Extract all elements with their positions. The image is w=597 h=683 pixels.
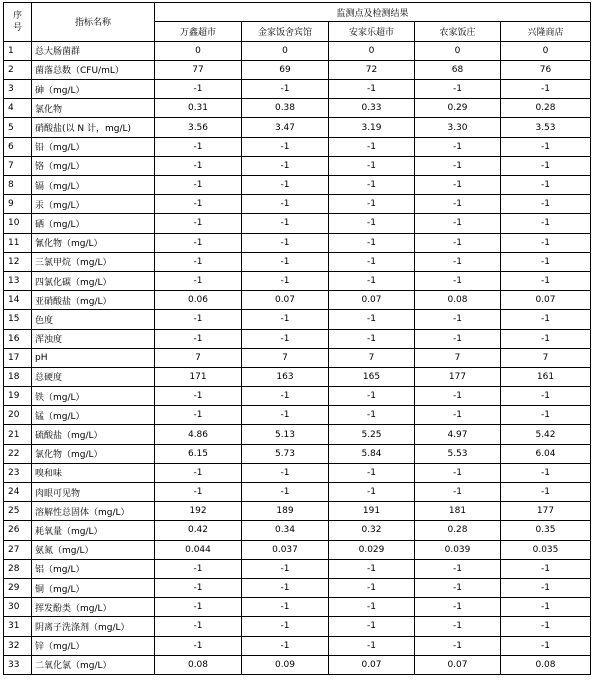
result-cell: -1 — [415, 636, 501, 655]
table-row — [4, 444, 591, 463]
result-cell: -1 — [415, 559, 501, 578]
row-number: 33 — [4, 655, 32, 674]
row-number: 1 — [4, 41, 32, 60]
water-test-results-table — [3, 2, 591, 675]
result-cell: -1 — [415, 406, 501, 425]
result-cell: -1 — [329, 387, 415, 406]
result-cell: 0.38 — [242, 99, 329, 118]
result-cell: -1 — [415, 578, 501, 597]
result-cell: 69 — [242, 60, 329, 79]
table-row — [4, 521, 591, 540]
result-cell: 3.19 — [329, 118, 415, 137]
result-cell: -1 — [329, 578, 415, 597]
site-header: 兴隆商店 — [501, 22, 591, 42]
table-row — [4, 252, 591, 271]
table-row — [4, 578, 591, 597]
result-cell: 0.42 — [155, 521, 242, 540]
result-cell: -1 — [501, 233, 591, 252]
result-cell: 76 — [501, 60, 591, 79]
row-number: 22 — [4, 444, 32, 463]
result-cell: -1 — [501, 176, 591, 195]
result-cell: -1 — [242, 271, 329, 290]
result-cell: 0.28 — [415, 521, 501, 540]
result-cell: -1 — [155, 598, 242, 617]
result-cell: -1 — [155, 271, 242, 290]
result-cell: 5.53 — [415, 444, 501, 463]
row-number: 11 — [4, 233, 32, 252]
indicator-name: 铝（mg/L） — [32, 559, 155, 578]
result-cell: -1 — [155, 156, 242, 175]
result-cell: 0.32 — [329, 521, 415, 540]
table-row — [4, 41, 591, 60]
table-row — [4, 655, 591, 674]
row-number: 14 — [4, 291, 32, 310]
result-cell: -1 — [415, 387, 501, 406]
indicator-name: 亚硝酸盐（mg/L） — [32, 291, 155, 310]
result-cell: -1 — [155, 387, 242, 406]
indicator-name: 总硬度 — [32, 367, 155, 386]
result-cell: -1 — [242, 636, 329, 655]
indicator-name: 汞（mg/L） — [32, 195, 155, 214]
row-number: 2 — [4, 60, 32, 79]
result-cell: 5.13 — [242, 425, 329, 444]
table-row — [4, 137, 591, 156]
row-number: 10 — [4, 214, 32, 233]
indicator-name: 嗅和味 — [32, 463, 155, 482]
result-cell: -1 — [329, 214, 415, 233]
result-cell: -1 — [501, 195, 591, 214]
result-cell: 4.97 — [415, 425, 501, 444]
result-cell: -1 — [415, 214, 501, 233]
table-row — [4, 291, 591, 310]
result-cell: 177 — [501, 502, 591, 521]
table-row — [4, 617, 591, 636]
row-number: 16 — [4, 329, 32, 348]
indicator-name: 铬（mg/L） — [32, 156, 155, 175]
indicator-name: 肉眼可见物 — [32, 483, 155, 502]
indicator-name: 氯化物（mg/L） — [32, 444, 155, 463]
result-cell: 192 — [155, 502, 242, 521]
result-cell: 0.31 — [155, 99, 242, 118]
result-cell: -1 — [501, 578, 591, 597]
result-cell: -1 — [415, 310, 501, 329]
result-cell: 171 — [155, 367, 242, 386]
result-cell: -1 — [329, 329, 415, 348]
result-cell: -1 — [329, 310, 415, 329]
indicator-name: 锌（mg/L） — [32, 636, 155, 655]
row-number: 12 — [4, 252, 32, 271]
result-cell: 0 — [329, 41, 415, 60]
result-cell: -1 — [242, 310, 329, 329]
result-cell: 7 — [329, 348, 415, 367]
table-row — [4, 367, 591, 386]
result-cell: -1 — [501, 310, 591, 329]
result-cell: 68 — [415, 60, 501, 79]
row-number: 31 — [4, 617, 32, 636]
result-cell: 0.037 — [242, 540, 329, 559]
result-cell: 6.04 — [501, 444, 591, 463]
sites-group-header: 监测点及检测结果 — [155, 3, 591, 22]
result-cell: 0.07 — [501, 291, 591, 310]
result-cell: -1 — [329, 137, 415, 156]
indicator-name: 硫酸盐（mg/L） — [32, 425, 155, 444]
indicator-name: 耗氧量（mg/L） — [32, 521, 155, 540]
result-cell: 0.07 — [242, 291, 329, 310]
result-cell: -1 — [155, 137, 242, 156]
result-cell: 5.25 — [329, 425, 415, 444]
result-cell: -1 — [242, 463, 329, 482]
indicator-name: 铁（mg/L） — [32, 387, 155, 406]
row-number: 32 — [4, 636, 32, 655]
table-row — [4, 271, 591, 290]
result-cell: 0.06 — [155, 291, 242, 310]
table-row — [4, 329, 591, 348]
result-cell: 7 — [242, 348, 329, 367]
result-cell: -1 — [155, 214, 242, 233]
row-number: 8 — [4, 176, 32, 195]
result-cell: 165 — [329, 367, 415, 386]
result-cell: -1 — [242, 195, 329, 214]
result-cell: 5.42 — [501, 425, 591, 444]
result-cell: -1 — [329, 176, 415, 195]
result-cell: -1 — [501, 156, 591, 175]
result-cell: -1 — [155, 636, 242, 655]
result-cell: -1 — [155, 80, 242, 99]
result-cell: -1 — [501, 406, 591, 425]
result-cell: 189 — [242, 502, 329, 521]
result-cell: 0.29 — [415, 99, 501, 118]
indicator-header: 指标名称 — [32, 3, 155, 42]
result-cell: -1 — [329, 233, 415, 252]
result-cell: 161 — [501, 367, 591, 386]
result-cell: 72 — [329, 60, 415, 79]
result-cell: 0.08 — [501, 655, 591, 674]
result-cell: -1 — [415, 271, 501, 290]
result-cell: 7 — [415, 348, 501, 367]
result-cell: -1 — [242, 80, 329, 99]
result-cell: -1 — [242, 233, 329, 252]
index-header-line1: 序 — [12, 10, 22, 21]
result-cell: 0.039 — [415, 540, 501, 559]
site-header: 农家饭庄 — [415, 22, 501, 42]
indicator-name: 硒（mg/L） — [32, 214, 155, 233]
table-row — [4, 425, 591, 444]
row-number: 26 — [4, 521, 32, 540]
result-cell: -1 — [155, 310, 242, 329]
table-row — [4, 540, 591, 559]
result-cell: 3.53 — [501, 118, 591, 137]
indicator-name: 硝酸盐(以 N 计，mg/L) — [32, 118, 155, 137]
result-cell: -1 — [329, 617, 415, 636]
indicator-name: 铅（mg/L） — [32, 137, 155, 156]
result-cell: -1 — [242, 617, 329, 636]
row-number: 19 — [4, 387, 32, 406]
result-cell: -1 — [242, 483, 329, 502]
result-cell: -1 — [415, 195, 501, 214]
result-cell: -1 — [155, 483, 242, 502]
result-cell: -1 — [415, 252, 501, 271]
result-cell: 191 — [329, 502, 415, 521]
result-cell: -1 — [155, 176, 242, 195]
result-cell: 0.07 — [329, 655, 415, 674]
row-number: 27 — [4, 540, 32, 559]
table-row — [4, 406, 591, 425]
result-cell: -1 — [415, 176, 501, 195]
table-row — [4, 463, 591, 482]
indicator-name: 砷（mg/L） — [32, 80, 155, 99]
indicator-name: 浑浊度 — [32, 329, 155, 348]
table-row — [4, 387, 591, 406]
indicator-name: 二氧化氯（mg/L） — [32, 655, 155, 674]
result-cell: 7 — [155, 348, 242, 367]
result-cell: -1 — [501, 329, 591, 348]
row-number: 29 — [4, 578, 32, 597]
result-cell: -1 — [501, 483, 591, 502]
result-cell: -1 — [501, 137, 591, 156]
table-row — [4, 195, 591, 214]
result-cell: -1 — [415, 233, 501, 252]
table-row — [4, 348, 591, 367]
result-cell: 5.73 — [242, 444, 329, 463]
indicator-name: 菌落总数（CFU/mL） — [32, 60, 155, 79]
header-row-1 — [4, 3, 591, 22]
result-cell: -1 — [242, 598, 329, 617]
table-row — [4, 99, 591, 118]
result-cell: 0.34 — [242, 521, 329, 540]
result-cell: -1 — [329, 598, 415, 617]
result-cell: -1 — [329, 483, 415, 502]
result-cell: 0.035 — [501, 540, 591, 559]
table-row — [4, 156, 591, 175]
result-cell: 77 — [155, 60, 242, 79]
result-cell: -1 — [155, 578, 242, 597]
result-cell: -1 — [242, 156, 329, 175]
result-cell: -1 — [155, 617, 242, 636]
indicator-name: 氯化物 — [32, 99, 155, 118]
table-row — [4, 176, 591, 195]
result-cell: -1 — [415, 156, 501, 175]
indicator-name: 铜（mg/L） — [32, 578, 155, 597]
table-row — [4, 310, 591, 329]
row-number: 28 — [4, 559, 32, 578]
result-cell: -1 — [242, 406, 329, 425]
result-cell: -1 — [501, 598, 591, 617]
result-cell: 3.56 — [155, 118, 242, 137]
result-cell: 177 — [415, 367, 501, 386]
result-cell: 0 — [501, 41, 591, 60]
result-cell: -1 — [329, 271, 415, 290]
indicator-name: 总大肠菌群 — [32, 41, 155, 60]
table-row — [4, 60, 591, 79]
row-number: 17 — [4, 348, 32, 367]
result-cell: -1 — [155, 252, 242, 271]
result-cell: -1 — [329, 195, 415, 214]
indicator-name: 挥发酚类（mg/L） — [32, 598, 155, 617]
index-header — [4, 3, 32, 42]
result-cell: -1 — [329, 156, 415, 175]
result-cell: -1 — [242, 137, 329, 156]
result-cell: -1 — [242, 252, 329, 271]
table-row — [4, 80, 591, 99]
result-cell: -1 — [242, 214, 329, 233]
row-number: 13 — [4, 271, 32, 290]
site-header: 金家饭舍宾馆 — [242, 22, 329, 42]
indicator-name: 溶解性总固体（mg/L） — [32, 502, 155, 521]
result-cell: -1 — [415, 617, 501, 636]
result-cell: 0.35 — [501, 521, 591, 540]
row-number: 4 — [4, 99, 32, 118]
indicator-name: 色度 — [32, 310, 155, 329]
table-row — [4, 559, 591, 578]
result-cell: -1 — [329, 80, 415, 99]
indicator-name: pH — [32, 348, 155, 367]
row-number: 18 — [4, 367, 32, 386]
index-header-line2: 号 — [12, 22, 22, 33]
table-row — [4, 502, 591, 521]
indicator-name: 氰化物（mg/L） — [32, 233, 155, 252]
row-number: 15 — [4, 310, 32, 329]
table-body — [4, 41, 591, 674]
result-cell: -1 — [155, 559, 242, 578]
result-cell: 4.86 — [155, 425, 242, 444]
row-number: 6 — [4, 137, 32, 156]
result-cell: 0 — [415, 41, 501, 60]
result-cell: 0.08 — [155, 655, 242, 674]
result-cell: 0.28 — [501, 99, 591, 118]
result-cell: 0.044 — [155, 540, 242, 559]
result-cell: 0.07 — [329, 291, 415, 310]
result-cell: 7 — [501, 348, 591, 367]
result-cell: -1 — [242, 559, 329, 578]
result-cell: -1 — [501, 463, 591, 482]
indicator-name: 阴离子洗涤剂（mg/L） — [32, 617, 155, 636]
result-cell: -1 — [501, 80, 591, 99]
result-cell: 5.84 — [329, 444, 415, 463]
result-cell: -1 — [242, 387, 329, 406]
row-number: 25 — [4, 502, 32, 521]
result-cell: -1 — [155, 329, 242, 348]
row-number: 20 — [4, 406, 32, 425]
row-number: 3 — [4, 80, 32, 99]
result-cell: -1 — [501, 214, 591, 233]
result-cell: -1 — [155, 195, 242, 214]
result-cell: 0 — [242, 41, 329, 60]
result-cell: -1 — [501, 271, 591, 290]
result-cell: -1 — [155, 463, 242, 482]
result-cell: -1 — [155, 233, 242, 252]
result-cell: 6.15 — [155, 444, 242, 463]
result-cell: 0.33 — [329, 99, 415, 118]
result-cell: 181 — [415, 502, 501, 521]
result-cell: -1 — [242, 329, 329, 348]
document-page — [3, 2, 591, 675]
result-cell: -1 — [415, 329, 501, 348]
indicator-name: 氨氮（mg/L） — [32, 540, 155, 559]
row-number: 9 — [4, 195, 32, 214]
result-cell: 0.07 — [415, 655, 501, 674]
result-cell: -1 — [329, 463, 415, 482]
table-row — [4, 636, 591, 655]
result-cell: -1 — [155, 406, 242, 425]
row-number: 23 — [4, 463, 32, 482]
result-cell: 0.08 — [415, 291, 501, 310]
indicator-name: 四氯化碳（mg/L） — [32, 271, 155, 290]
result-cell: 0 — [155, 41, 242, 60]
result-cell: -1 — [415, 463, 501, 482]
table-header — [4, 3, 591, 42]
result-cell: -1 — [242, 176, 329, 195]
result-cell: -1 — [501, 636, 591, 655]
result-cell: 0.09 — [242, 655, 329, 674]
site-header: 安家乐超市 — [329, 22, 415, 42]
result-cell: -1 — [242, 578, 329, 597]
row-number: 24 — [4, 483, 32, 502]
table-row — [4, 214, 591, 233]
result-cell: -1 — [501, 617, 591, 636]
result-cell: -1 — [501, 559, 591, 578]
result-cell: 163 — [242, 367, 329, 386]
result-cell: 3.47 — [242, 118, 329, 137]
result-cell: -1 — [329, 636, 415, 655]
table-row — [4, 233, 591, 252]
result-cell: 0.029 — [329, 540, 415, 559]
table-row — [4, 483, 591, 502]
indicator-name: 镉（mg/L） — [32, 176, 155, 195]
result-cell: -1 — [329, 252, 415, 271]
indicator-name: 三氯甲烷（mg/L） — [32, 252, 155, 271]
row-number: 30 — [4, 598, 32, 617]
row-number: 7 — [4, 156, 32, 175]
result-cell: -1 — [329, 406, 415, 425]
result-cell: -1 — [415, 483, 501, 502]
result-cell: 3.30 — [415, 118, 501, 137]
indicator-name: 锰（mg/L） — [32, 406, 155, 425]
table-row — [4, 118, 591, 137]
result-cell: -1 — [329, 559, 415, 578]
result-cell: -1 — [415, 137, 501, 156]
result-cell: -1 — [415, 598, 501, 617]
result-cell: -1 — [501, 387, 591, 406]
row-number: 5 — [4, 118, 32, 137]
row-number: 21 — [4, 425, 32, 444]
result-cell: -1 — [415, 80, 501, 99]
table-row — [4, 598, 591, 617]
result-cell: -1 — [501, 252, 591, 271]
site-header: 万鑫超市 — [155, 22, 242, 42]
